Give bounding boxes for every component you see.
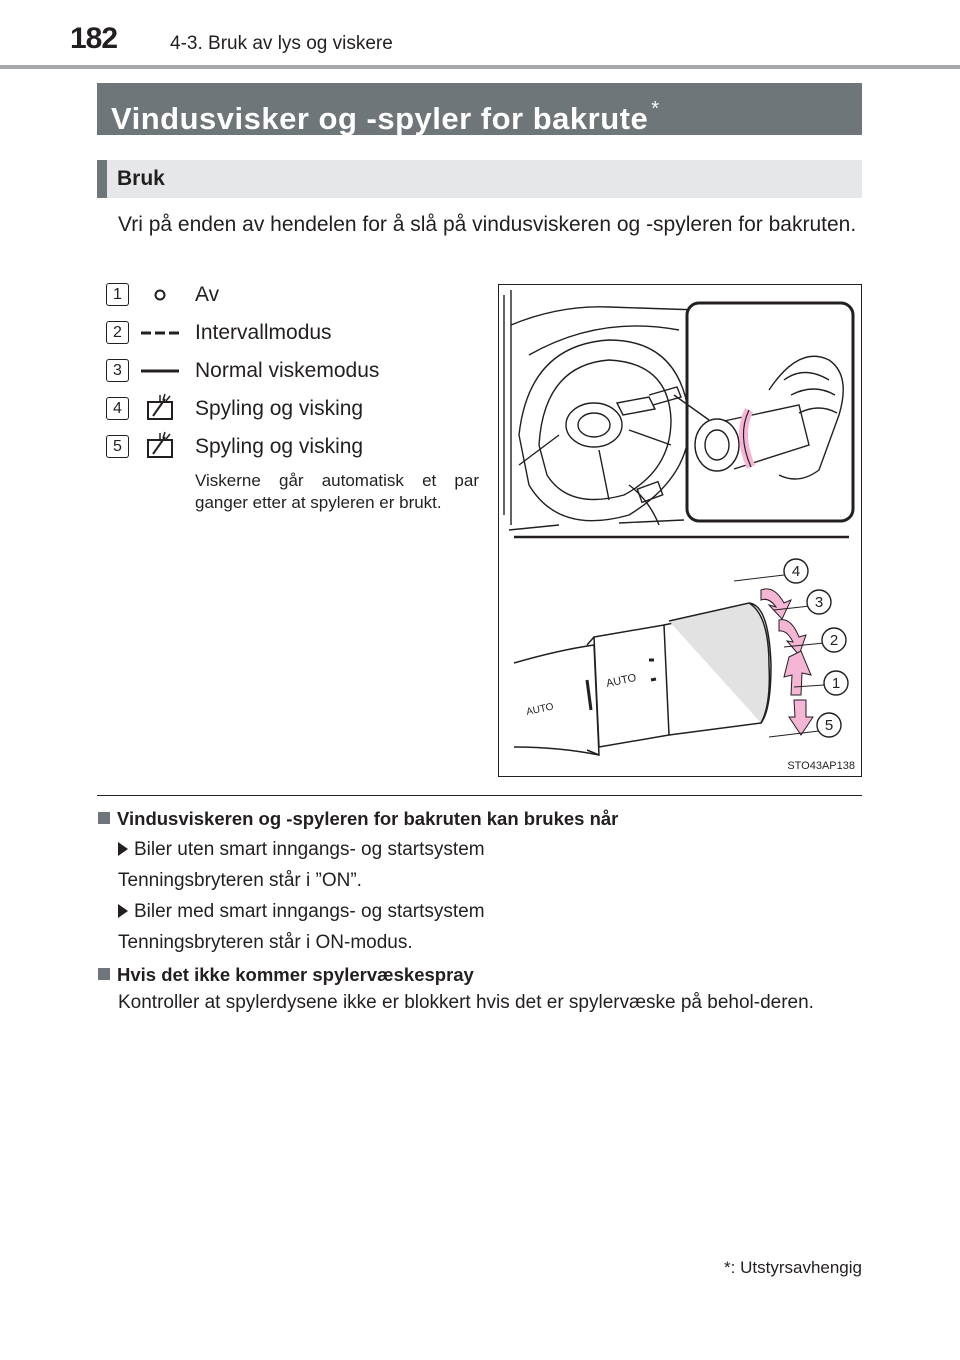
condition-text: Biler med smart inngangs- og startsystem <box>134 901 485 922</box>
callout-label: 5 <box>824 717 834 734</box>
item-label: Spyling og visking <box>195 397 364 420</box>
item-label: Av <box>195 283 220 306</box>
section-title-text: Vindusvisker og -spyler for bakrute <box>111 101 649 136</box>
note-heading <box>98 963 474 987</box>
rear-washer-icon <box>138 393 182 421</box>
footnote <box>724 1258 862 1278</box>
note-text: Tenningsbryteren står i ”ON”. <box>118 870 362 891</box>
solid-line-icon <box>138 357 182 385</box>
sub-heading: Bruk <box>97 160 862 198</box>
detail-inset <box>687 303 853 521</box>
page-number: 182 <box>70 22 118 55</box>
callout-label: 2 <box>829 632 839 649</box>
lever-auto-label: AUTO <box>605 671 638 690</box>
note-heading-text: Vindusviskeren og -spyleren for bakruten kan brukes når <box>117 808 619 829</box>
figure-code: STO43AP138 <box>787 760 855 772</box>
lever-auto-label: AUTO <box>525 701 555 718</box>
triangle-bullet-icon <box>118 842 128 856</box>
note-heading-text: Hvis det ikke kommer spylervæskespray <box>117 964 474 985</box>
item-number: 2 <box>106 321 129 344</box>
wiper-lever-illustration <box>498 284 862 777</box>
notes-divider <box>97 795 862 796</box>
item-label: Spyling og visking <box>195 435 364 458</box>
note-text: Tenningsbryteren står i ON-modus. <box>118 932 413 953</box>
rear-washer-icon <box>138 431 182 459</box>
condition-item <box>118 838 485 862</box>
callout-label: 1 <box>831 675 841 692</box>
item-number: 3 <box>106 359 129 382</box>
condition-item <box>118 900 485 924</box>
item-label: Normal viskemodus <box>195 359 380 382</box>
illustration-drawing <box>499 285 861 776</box>
dashed-line-icon <box>138 319 182 347</box>
off-circle-icon <box>138 281 182 309</box>
equipment-marker: * <box>651 98 660 120</box>
lever-closeup <box>514 603 771 755</box>
intro-text: Vri på enden av hendelen for å slå på vindusviskeren og -spyleren for bakruten. <box>118 213 857 236</box>
item-note: Viskerne går automatisk et par ganger etter at spyleren er brukt. <box>195 471 479 512</box>
header-rule <box>0 65 960 69</box>
note-heading <box>98 807 618 831</box>
section-title <box>97 83 862 135</box>
condition-text: Biler uten smart inngangs- og startsystem <box>134 839 485 860</box>
square-bullet-icon <box>98 812 110 824</box>
square-bullet-icon <box>98 968 110 980</box>
item-label: Intervallmodus <box>195 321 332 344</box>
item-number: 5 <box>106 435 129 458</box>
callout-label: 3 <box>814 594 824 611</box>
running-header: 4-3. Bruk av lys og viskere <box>170 33 393 54</box>
callout-label: 4 <box>791 563 801 580</box>
item-number: 1 <box>106 283 129 306</box>
note-text: Kontroller at spylerdysene ikke er blokkert hvis det er spylervæske på behol-deren. <box>118 992 814 1013</box>
footnote-marker: * <box>724 1258 731 1277</box>
footnote-text: : Utstyrsavhengig <box>730 1258 862 1277</box>
triangle-bullet-icon <box>118 904 128 918</box>
item-number: 4 <box>106 397 129 420</box>
